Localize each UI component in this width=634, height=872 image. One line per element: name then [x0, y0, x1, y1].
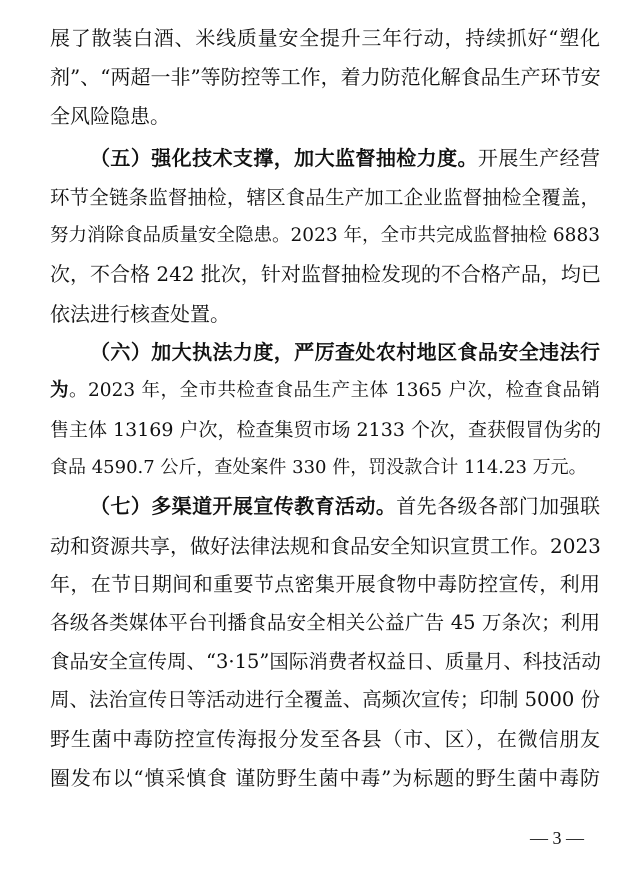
section-6-heading-end: 为	[50, 380, 70, 401]
section-5-heading: （五）强化技术支撑，加大监督抽检力度。	[90, 146, 478, 170]
section-7-heading: （七）多渠道开展宣传教育活动。	[90, 494, 397, 518]
page-number: — 3 —	[530, 828, 584, 848]
text-line: 依法进行核查处置。	[50, 302, 230, 326]
text-line: 剂”、“两超一非”等防控等工作，着力防范化解食品生产环节安	[50, 65, 601, 89]
text-line: 食品 4590.7 公斤，查处案件 330 件，罚没款合计 114.23 万元。	[50, 457, 587, 478]
text-line: 圈发布以“慎采慎食 谨防野生菌中毒”为标题的野生菌中毒防	[50, 766, 600, 790]
section-7-first-line	[90, 494, 600, 518]
text-line: 各级各类媒体平台刊播食品安全相关公益广告 45 万条次；利用	[50, 611, 600, 634]
text-line: 努力消除食品质量安全隐患。2023 年，全市共完成监督抽检 6883	[50, 225, 600, 246]
section-6-text: 。2023 年，全市共检查食品生产主体 1365 户次，检查食品销	[69, 380, 600, 401]
section-6-heading: （六）加大执法力度，严厉查处农村地区食品安全违法行	[90, 340, 600, 364]
text-line: 次，不合格 242 批次，针对监督抽检发现的不合格产品，均已	[50, 262, 601, 286]
text-line: 年，在节日期间和重要节点密集开展食物中毒防控宣传，利用	[50, 572, 600, 596]
section-6-second-line	[50, 379, 600, 403]
text-line: 食品安全宣传周、“3·15”国际消费者权益日、质量月、科技活动	[50, 650, 601, 673]
text-line: 全风险隐患。	[50, 104, 170, 128]
text-line: 野生菌中毒防控宣传海报分发至各县（市、区），在微信朋友	[50, 727, 600, 751]
section-5-first-line	[90, 146, 600, 170]
text-line: 环节全链条监督抽检，辖区食品生产加工企业监督抽检全覆盖，	[50, 186, 600, 209]
text-line: 售主体 13169 户次，检查集贸市场 2133 个次，查获假冒伪劣的	[50, 419, 601, 441]
section-7-text: 首先各级各部门加强联	[396, 494, 600, 518]
text-line: 周、法治宣传日等活动进行全覆盖、高频次宣传；印制 5000 份	[50, 688, 600, 711]
text-line: 动和资源共享，做好法律法规和食品安全知识宣贯工作。2023	[50, 534, 601, 558]
section-5-text: 开展生产经营	[477, 146, 601, 170]
text-line: 展了散装白酒、米线质量安全提升三年行动，持续抓好“塑化	[50, 26, 600, 50]
